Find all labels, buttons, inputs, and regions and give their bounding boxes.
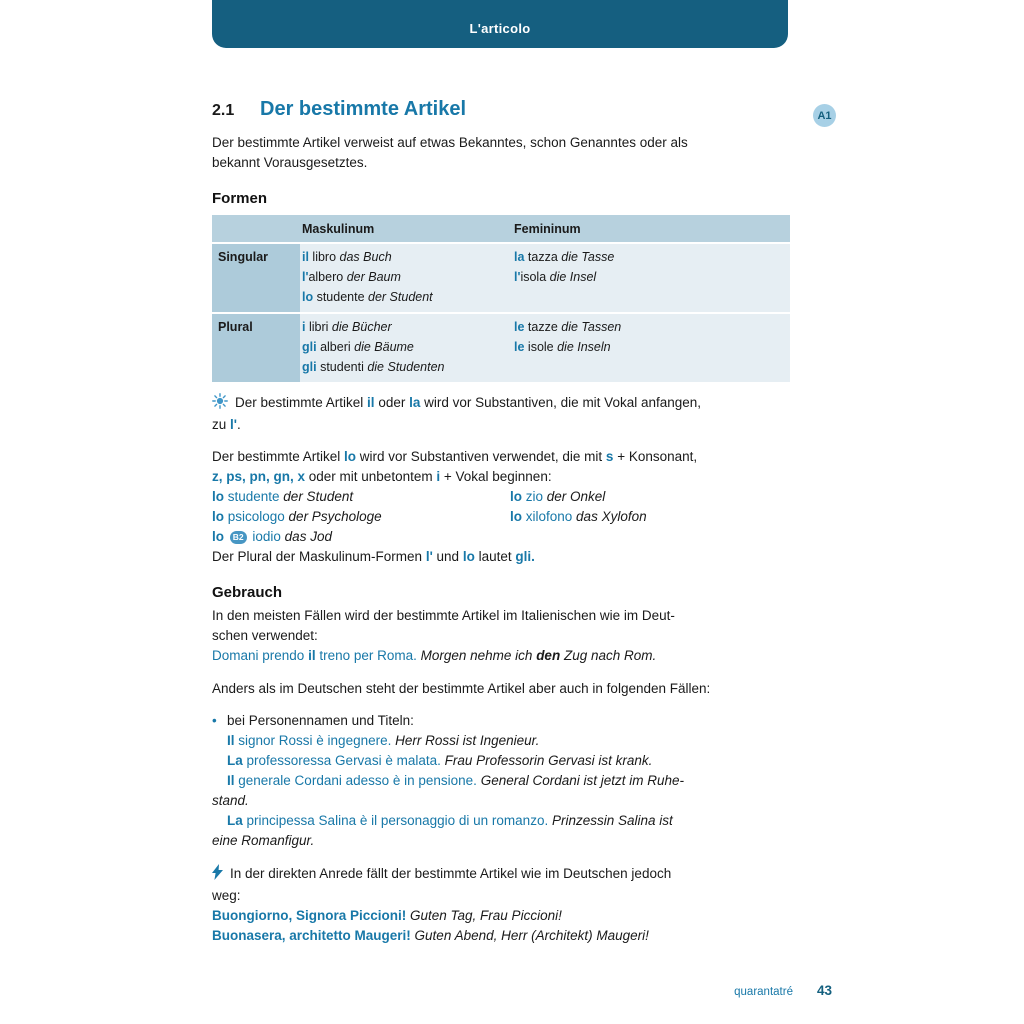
text-segment: La [227,813,243,828]
table-line [302,247,512,267]
text-segment: der Student [368,290,433,304]
text-segment: der Psychologe [288,509,382,524]
formen-table [212,215,790,382]
text-segment: la [409,395,421,410]
text-segment: eine Romanfigur. [212,833,315,848]
text-segment: i [436,469,441,484]
text-segment: schen verwendet: [212,628,318,643]
chapter-tab [212,0,788,48]
table-line [302,357,512,377]
text-segment: . [236,417,241,432]
section-number: 2.1 [212,102,235,119]
bullet-list [212,711,790,851]
anders-paragraph: Anders als im Deutschen steht der bestimmte Artikel aber auch in folgenden Fällen: [212,681,711,696]
text-segment: iodio [248,529,285,544]
text-segment: generale Cordani adesso è in pensione. [234,773,481,788]
text-segment: le [514,320,525,334]
col-header-maskulinum: Maskulinum [302,221,375,236]
text-segment: Domani prendo [212,648,309,663]
text-segment: lautet [474,549,516,564]
text-segment: lo [344,449,357,464]
section-intro [212,133,790,173]
text-segment: il [367,395,375,410]
anrede-note [212,864,790,906]
col-header-femininum: Femininum [514,221,581,236]
text-segment: professoressa Gervasi è malata. [242,753,445,768]
text-segment: studente [313,290,369,304]
text-segment: signor Rossi è ingegnere. [234,733,396,748]
text-segment: zio [522,489,547,504]
cell-plural-maskulinum [300,314,512,382]
lo-paragraph [212,447,790,487]
text-segment: In der direkten Anrede fällt der bestimmte Artikel wie im Deutschen jedoch [230,866,672,881]
table-line [302,337,512,357]
lo-examples [212,487,790,547]
vokal-note-text [212,395,701,432]
text-segment: studenti [316,360,368,374]
example-line [510,507,790,527]
text-segment: Der Plural der Maskulinum-Formen [212,549,426,564]
text-segment: le [514,340,525,354]
text-segment: Il [227,773,235,788]
text-segment: s [605,449,614,464]
text-segment: lo [510,509,522,524]
text-segment: l' [230,417,237,432]
lo-examples-left [212,487,510,547]
lightning-icon [212,864,223,886]
text-segment: gli [302,340,317,354]
text-segment: l' [514,270,521,284]
gebrauch-intro [212,606,790,646]
text-segment: die Inseln [557,340,611,354]
page-number-word: quarantatré [734,986,793,998]
cell-singular-femininum [512,244,790,312]
example-sentence [212,811,790,851]
text-segment: La [227,753,243,768]
text-segment: libri [305,320,332,334]
bullet-icon: • [212,713,217,728]
table-corner-cell [212,215,300,242]
sun-icon [212,393,228,415]
section-title: Der bestimmte Artikel [260,98,466,120]
text-segment: gli. [515,549,535,564]
text-segment: wird vor Substantiven verwendet, die mit [356,449,606,464]
cell-singular-maskulinum [300,244,512,312]
text-segment: i [302,320,306,334]
table-line [514,317,790,337]
text-segment: lo [212,509,224,524]
text-segment: wird vor Substantiven, die mit Vokal anfangen, [420,395,702,410]
text-segment: das Xylofon [576,509,647,524]
text-segment: Herr Rossi ist Ingenieur. [395,733,540,748]
example-line [510,487,790,507]
text-segment: psicologo [224,509,289,524]
vokal-note [212,393,790,435]
anrede-note-text [212,866,671,903]
text-segment: z, ps, pn, gn, x [212,469,306,484]
text-segment: il [308,648,316,663]
greeting-example [212,926,790,946]
text-segment: Il [227,733,235,748]
text-segment: l' [302,270,309,284]
text-segment: l' [425,549,433,564]
example-sentence [212,771,790,811]
page-number: 43 [816,983,832,998]
text-segment: Guten Abend, Herr (Architekt) Maugeri! [410,928,649,943]
row-label-singular: Singular [212,244,300,312]
text-segment: il [302,250,309,264]
domani-example [212,646,790,666]
text-segment: Frau Professorin Gervasi ist krank. [444,753,653,768]
text-segment: der Student [283,489,354,504]
text-segment: weg: [212,888,241,903]
text-segment [224,529,228,544]
gebrauch-heading: Gebrauch [212,584,283,601]
text-segment: albero [308,270,347,284]
text-segment: oder mit unbetontem [305,469,437,484]
page-content [212,98,790,946]
table-row-singular [212,244,790,312]
text-segment: lo [302,290,314,304]
section-heading [212,98,790,121]
text-segment: la [514,250,525,264]
greeting-example [212,906,790,926]
text-segment: das Jod [284,529,332,544]
text-segment: der Baum [346,270,401,284]
text-segment: der Onkel [546,489,606,504]
example-line [212,507,510,527]
bullet-item-label: bei Personennamen und Titeln: [227,713,414,728]
page-footer [734,983,832,998]
table-header-row [212,215,790,242]
text-segment: tazza [524,250,562,264]
text-segment: lo [462,549,475,564]
text-segment: gli [302,360,317,374]
table-line [514,337,790,357]
text-segment: das Buch [339,250,392,264]
chapter-tab-label: L'articolo [469,20,531,36]
text-segment: bekannt Vorausgesetztes. [212,155,368,170]
text-segment: Zug nach Rom. [560,648,657,663]
text-segment: lo [510,489,522,504]
text-segment: die Tassen [561,320,622,334]
text-segment: stand. [212,793,249,808]
text-segment: die Bücher [331,320,392,334]
text-segment: Der bestimmte Artikel [235,395,368,410]
text-segment: die Tasse [561,250,615,264]
text-segment: Der bestimmte Artikel [212,449,345,464]
text-segment: treno per Roma. [315,648,421,663]
text-segment: isola [520,270,550,284]
text-segment: principessa Salina è il personaggio di un romanzo. [242,813,552,828]
example-sentence [212,731,790,751]
text-segment: Morgen nehme ich [420,648,537,663]
text-segment: alberi [316,340,355,354]
text-segment: oder [374,395,410,410]
text-segment: Prinzessin Salina ist [551,813,673,828]
text-segment: xilofono [522,509,577,524]
lo-examples-right [510,487,790,547]
example-line [212,527,510,547]
table-line [514,247,790,267]
bullet-item [212,711,790,731]
text-segment: studente [224,489,284,504]
text-segment: lo [212,489,224,504]
text-segment: die Bäume [354,340,414,354]
example-line [212,487,510,507]
text-segment: und [432,549,463,564]
text-segment: Buongiorno, Signora Piccioni! [212,908,407,923]
text-segment: tazze [524,320,562,334]
table-line [302,267,512,287]
text-segment: zu [212,417,231,432]
table-line [514,267,790,287]
text-segment: Guten Tag, Frau Piccioni! [406,908,562,923]
row-label-plural: Plural [212,314,300,382]
text-segment: In den meisten Fällen wird der bestimmte Artikel im Italienischen wie im Deut- [212,608,675,623]
text-segment: isole [524,340,558,354]
text-segment: den [536,648,561,663]
formen-heading: Formen [212,190,268,207]
text-segment: lo [212,529,224,544]
text-segment: libro [308,250,340,264]
text-segment: die Insel [549,270,597,284]
table-line [302,317,512,337]
cell-plural-femininum [512,314,790,382]
table-line [302,287,512,307]
level-b2-badge: B2 [230,531,247,544]
text-segment: Der bestimmte Artikel verweist auf etwas Bekanntes, schon Genanntes oder als [212,135,688,150]
text-segment: + Konsonant, [613,449,698,464]
plural-note [212,547,790,567]
text-segment: + Vokal beginnen: [440,469,552,484]
text-segment: Buonasera, architetto Maugeri! [212,928,411,943]
level-a1-badge: A1 [813,104,836,127]
table-row-plural [212,314,790,382]
text-segment: die Studenten [367,360,445,374]
text-segment: General Cordani ist jetzt im Ruhe- [480,773,685,788]
example-sentence [212,751,790,771]
